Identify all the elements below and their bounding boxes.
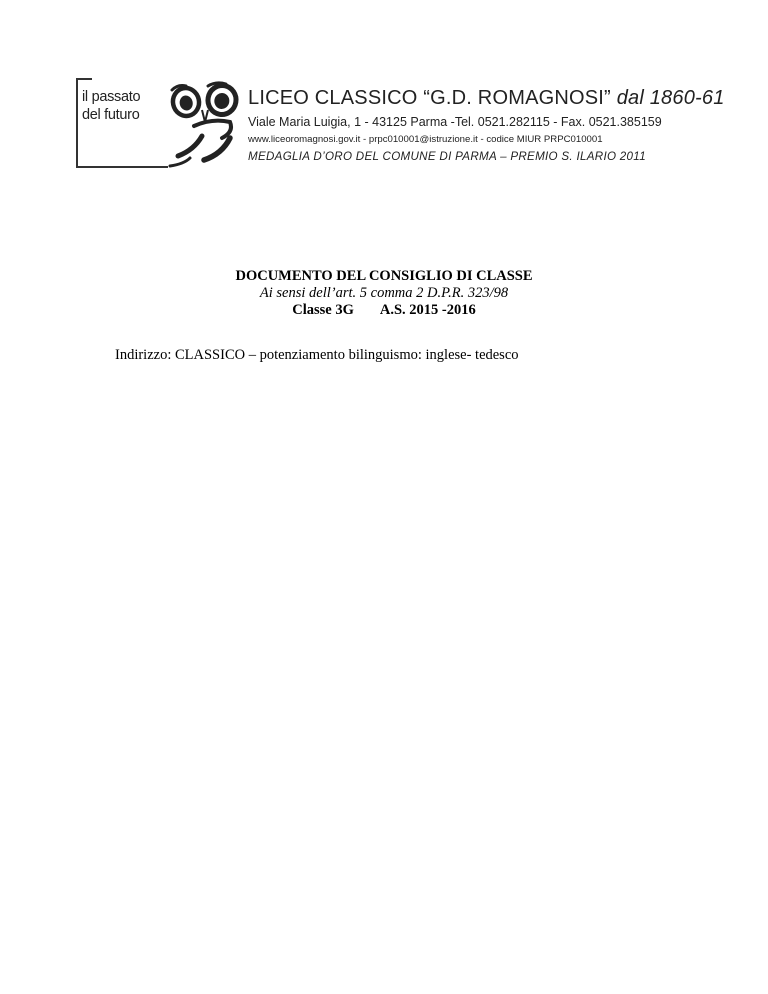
school-address: Viale Maria Luigia, 1 - 43125 Parma -Tel. 0521.282115 - Fax. 0521.385159 (248, 115, 662, 129)
letterhead (76, 78, 725, 174)
document-class-line (0, 302, 768, 319)
study-track: Indirizzo: CLASSICO – potenziamento bilinguismo: inglese- tedesco (115, 347, 519, 363)
motto-line-1: il passato (82, 89, 141, 105)
school-contacts: www.liceoromagnosi.gov.it - prpc010001@istruzione.it - codice MIUR PRPC010001 (248, 134, 603, 145)
school-since: dal 1860-61 (616, 87, 725, 109)
school-name-text: LICEO CLASSICO “G.D. ROMAGNOSI” (248, 87, 611, 109)
document-subtitle: Ai sensi dell’art. 5 comma 2 D.P.R. 323/98 (259, 285, 509, 301)
school-award: MEDAGLIA D’ORO DEL COMUNE DI PARMA – PREMIO S. ILARIO 2011 (248, 150, 646, 163)
document-heading (0, 268, 768, 319)
motto-line-2: del futuro (82, 107, 140, 123)
document-title: DOCUMENTO DEL CONSIGLIO DI CLASSE (235, 268, 533, 284)
class-label: Classe 3G (292, 302, 354, 318)
motto (82, 88, 140, 124)
school-year-label: A.S. 2015 -2016 (379, 302, 476, 318)
school-name (248, 86, 725, 110)
owl-icon (164, 80, 248, 170)
